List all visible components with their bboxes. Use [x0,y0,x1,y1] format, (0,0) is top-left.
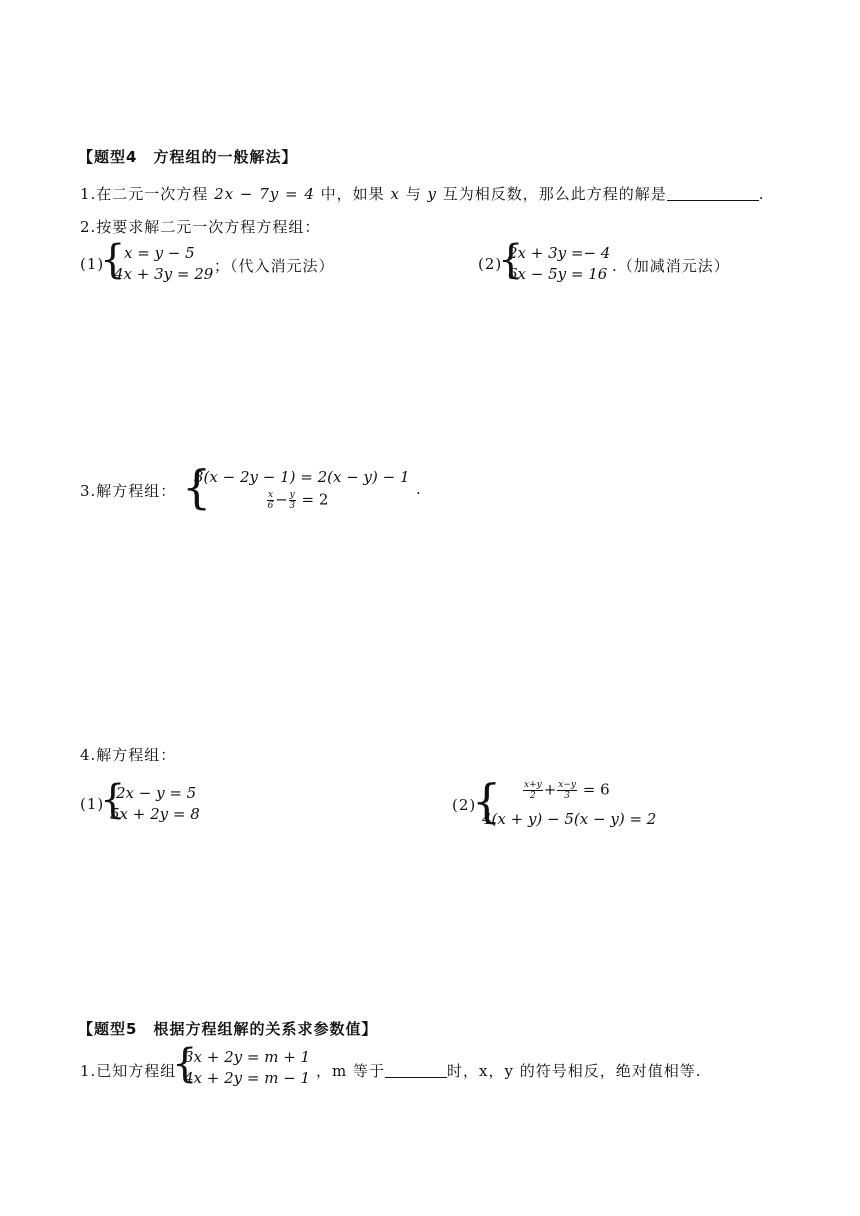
q2-p1-suffix: ；（代入消元法） [214,257,335,275]
question-4-3 [80,460,440,516]
fraction-x-6: $\frac{x}{6}$ [267,490,274,511]
q1-end: . [758,185,765,203]
left-brace: { [100,237,126,283]
q3-end: . [416,480,422,498]
q4-p1-label: (1) [80,795,105,813]
q2-p2-label: (2) [478,255,503,273]
fraction-y-3: $\frac{y}{3}$ [289,490,296,511]
q2-p2-eq2: 6x − 5y = 16 [508,265,608,283]
q2-p2-suffix: .（加减消元法） [612,257,730,275]
question-4-4: 4.解方程组： [80,746,177,764]
left-brace: { [498,237,524,283]
q4-p1-eq2: 5x + 2y = 8 [110,805,200,823]
q1-middle2: 与 [405,185,422,203]
fraction-x-plus-y-2: $\frac{x+y}{2}$ [524,780,542,801]
s5-q1-eq2: 4x + 2y = m − 1 [184,1069,311,1087]
q4-p1-eq1: 2x − y = 5 [116,784,197,802]
q4-part1 [80,777,280,826]
s5-q1-eq1: 3x + 2y = m + 1 [184,1048,311,1066]
q2-p1-eq2: 4x + 3y = 29 [114,265,214,283]
left-brace: { [182,460,212,514]
q3-label: 3.解方程组： [80,482,177,500]
section-heading-5: 【题型5 根据方程组解的关系求参数值】 [78,1020,378,1038]
section-heading-4: 【题型4 方程组的一般解法】 [78,148,298,166]
q4-p2-label: (2) [452,796,477,814]
q4-part2 [452,774,712,830]
answer-blank[interactable] [385,1063,447,1078]
q3-eq2: $\frac{x}{6}$ − $\frac{y}{3}$ = 2 [267,490,329,511]
fraction-x-minus-y-3: $\frac{x-y}{3}$ [558,780,576,801]
q2-p1-eq1: x = y − 5 [124,244,195,262]
q4-p2-eq1: $\frac{x+y}{2}$ + $\frac{x-y}{3}$ = 6 [524,780,610,801]
left-brace: { [472,774,502,828]
q2-p1-label: (1) [80,255,105,273]
q2-p2-eq1: 2x + 3y =− 4 [508,244,611,262]
q1-middle1: 中，如果 [320,185,385,203]
s5-q1-rest: ，m 等于 时，x，y 的符号相反，绝对值相等. [316,1062,702,1080]
q2-part1 [80,237,440,286]
q1-prefix: 1.在二元一次方程 [80,185,209,203]
question-5-1 [80,1041,760,1090]
left-brace: { [172,1041,198,1087]
q1-y: y [427,185,437,203]
question-4-2: 2.按要求解二元一次方程方程组： [80,218,321,236]
question-4-1 [80,183,765,204]
q2-part2 [478,237,838,286]
left-brace: { [100,777,126,823]
q1-x: x [390,185,400,203]
q1-middle3: 互为相反数，那么此方程的解是 [442,185,667,203]
answer-blank[interactable] [667,186,759,201]
q1-equation: 2x − 7y = 4 [214,185,315,203]
q3-eq1: 3(x − 2y − 1) = 2(x − y) − 1 [194,468,410,486]
s5-q1-prefix: 1.已知方程组 [80,1062,177,1080]
q4-p2-eq2: 4(x + y) − 5(x − y) = 2 [482,810,657,828]
